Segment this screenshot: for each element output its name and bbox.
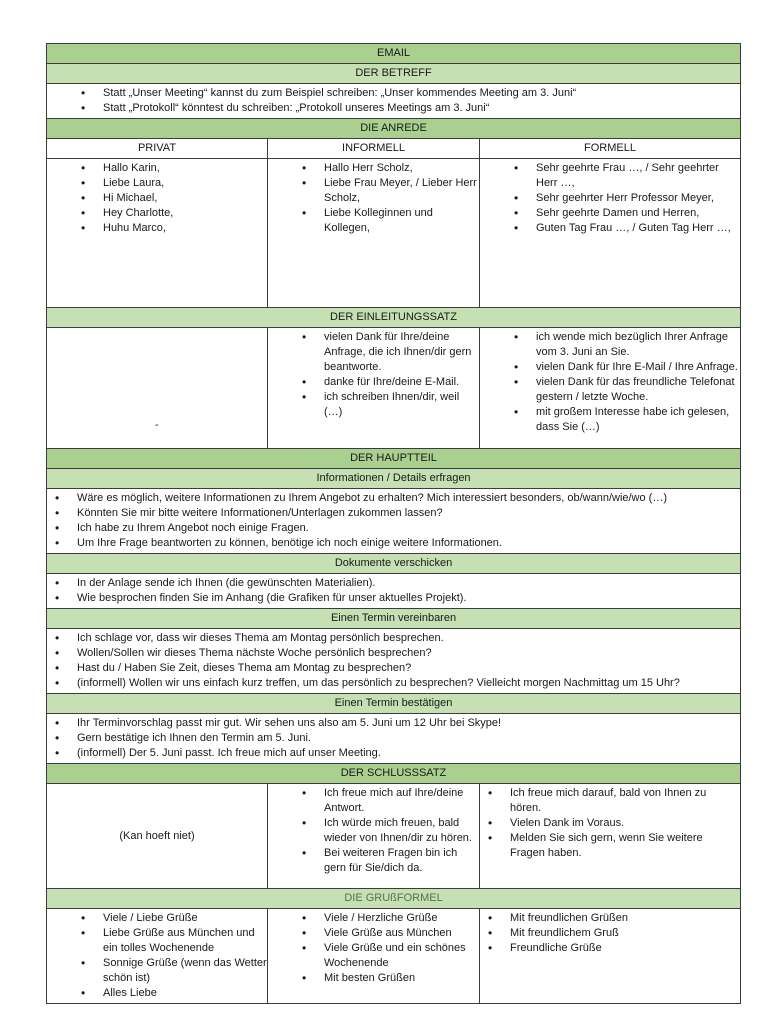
hauptteil-section-cell-2: [47, 629, 741, 694]
list-item: • Melden Sie sich gern, wenn Sie weitere Fragen haben.: [510, 831, 740, 861]
anrede-privat-list: [47, 161, 267, 236]
list-item: • Hi Michael,: [103, 191, 267, 206]
list-item: • mit großem Interesse habe ich gelesen, dass Sie (…): [536, 405, 740, 435]
list-item: • Könnten Sie mir bitte weitere Informationen/Unterlagen zukommen lassen?: [77, 506, 740, 521]
column-header-formell: FORMELL: [480, 139, 741, 159]
anrede-formell-cell: [480, 159, 741, 308]
list-item: • Freundliche Grüße: [510, 941, 740, 956]
list-item: • Huhu Marco,: [103, 221, 267, 236]
column-header-informell: INFORMELL: [268, 139, 480, 159]
list-item: • Liebe Kolleginnen und Kollegen,: [324, 206, 479, 236]
list-item: • Sonnige Grüße (wenn das Wetter schön ist): [103, 956, 267, 986]
grussformel-formell-cell: [480, 909, 741, 1004]
hauptteil-section-list-1: [47, 576, 740, 606]
list-item: • Viele / Liebe Grüße: [103, 911, 267, 926]
anrede-formell-list: [480, 161, 740, 236]
list-item: • Bei weiteren Fragen bin ich gern für Sie/dich da.: [324, 846, 479, 876]
list-item: • Ich freue mich darauf, bald von Ihnen zu hören.: [510, 786, 740, 816]
list-item: • Mit besten Grüßen: [324, 971, 479, 986]
schluss-formell-cell: [480, 784, 741, 889]
list-item: • Hast du / Haben Sie Zeit, dieses Thema am Montag zu besprechen?: [77, 661, 740, 676]
einleitung-formell-cell: [480, 328, 741, 449]
list-item: • Alles Liebe: [103, 986, 267, 1001]
list-item: • Wäre es möglich, weitere Informationen zu Ihrem Angebot zu erhalten? Mich interessiert besonders, ob/wann/wie/wo (…): [77, 491, 740, 506]
list-item: • Hallo Karin,: [103, 161, 267, 176]
schluss-informell-cell: [268, 784, 480, 889]
einleitung-privat-cell: [47, 328, 268, 449]
phrase-table: [46, 43, 741, 1004]
hauptteil-section-cell-3: [47, 714, 741, 764]
anrede-privat-cell: [47, 159, 268, 308]
grussformel-formell-list: [480, 911, 740, 956]
list-item: • Hallo Herr Scholz,: [324, 161, 479, 176]
list-item: • vielen Dank für das freundliche Telefonat gestern / letzte Woche.: [536, 375, 740, 405]
einleitung-formell-list: [480, 330, 740, 435]
anrede-informell-cell: [268, 159, 480, 308]
list-item: • Liebe Laura,: [103, 176, 267, 191]
list-item: • Statt „Unser Meeting“ kannst du zum Beispiel schreiben: „Unser kommendes Meeting am 3. Juni“: [103, 86, 740, 101]
list-item: • Statt „Protokoll“ könntest du schreiben: „Protokoll unseres Meetings am 3. Juni“: [103, 101, 740, 116]
betreff-cell: [47, 84, 741, 119]
list-item: • Mit freundlichem Gruß: [510, 926, 740, 941]
list-item: • vielen Dank für Ihre/deine Anfrage, die ich Ihnen/dir gern beantworte.: [324, 330, 479, 375]
list-item: • Liebe Frau Meyer, / Lieber Herr Scholz,: [324, 176, 479, 206]
grussformel-informell-cell: [268, 909, 480, 1004]
schluss-heading: DER SCHLUSSSATZ: [47, 764, 741, 784]
list-item: • Ich schlage vor, dass wir dieses Thema am Montag persönlich besprechen.: [77, 631, 740, 646]
list-item: • Wie besprochen finden Sie im Anhang (die Grafiken für unser aktuelles Projekt).: [77, 591, 740, 606]
list-item: • Vielen Dank im Voraus.: [510, 816, 740, 831]
hauptteil-section-heading-3: Einen Termin bestätigen: [47, 694, 741, 714]
schluss-formell-list: [480, 786, 740, 861]
hauptteil-section-heading-2: Einen Termin vereinbaren: [47, 609, 741, 629]
hauptteil-section-cell-0: [47, 489, 741, 554]
grussformel-informell-list: [268, 911, 479, 986]
sheet-title: EMAIL: [47, 44, 741, 64]
hauptteil-section-heading-0: Informationen / Details erfragen: [47, 469, 741, 489]
list-item: • Um Ihre Frage beantworten zu können, benötige ich noch einige weitere Informationen.: [77, 536, 740, 551]
list-item: • (informell) Wollen wir uns einfach kurz treffen, um das persönlich zu besprechen? Vielleicht morgen Nachmittag um 15 Uhr?: [77, 676, 740, 691]
hauptteil-section-list-0: [47, 491, 740, 551]
grussformel-heading: DIE GRUßFORMEL: [47, 889, 741, 909]
list-item: • Viele Grüße und ein schönes Wochenende: [324, 941, 479, 971]
list-item: • Wollen/Sollen wir dieses Thema nächste Woche persönlich besprechen?: [77, 646, 740, 661]
hauptteil-section-heading-1: Dokumente verschicken: [47, 554, 741, 574]
hauptteil-section-list-3: [47, 716, 740, 761]
hauptteil-heading: DER HAUPTTEIL: [47, 449, 741, 469]
list-item: • Sehr geehrter Herr Professor Meyer,: [536, 191, 740, 206]
einleitung-privat-dash: -: [155, 419, 159, 431]
list-item: • Ich würde mich freuen, bald wieder von Ihnen/dir zu hören.: [324, 816, 479, 846]
list-item: • Ich habe zu Ihrem Angebot noch einige Fragen.: [77, 521, 740, 536]
list-item: • ich wende mich bezüglich Ihrer Anfrage vom 3. Juni an Sie.: [536, 330, 740, 360]
list-item: • (informell) Der 5. Juni passt. Ich freue mich auf unser Meeting.: [77, 746, 740, 761]
column-header-privat: PRIVAT: [47, 139, 268, 159]
list-item: • Ich freue mich auf Ihre/deine Antwort.: [324, 786, 479, 816]
schluss-privat-cell: (Kan hoeft niet): [47, 784, 268, 889]
list-item: • Gern bestätige ich Ihnen den Termin am 5. Juni.: [77, 731, 740, 746]
hauptteil-section-list-2: [47, 631, 740, 691]
list-item: • Guten Tag Frau …, / Guten Tag Herr …,: [536, 221, 740, 236]
einleitung-heading: DER EINLEITUNGSSATZ: [47, 308, 741, 328]
list-item: • In der Anlage sende ich Ihnen (die gewünschten Materialien).: [77, 576, 740, 591]
list-item: • Liebe Grüße aus München und ein tolles Wochenende: [103, 926, 267, 956]
list-item: • Sehr geehrte Damen und Herren,: [536, 206, 740, 221]
list-item: • Mit freundlichen Grüßen: [510, 911, 740, 926]
list-item: • Sehr geehrte Frau …, / Sehr geehrter Herr …,: [536, 161, 740, 191]
list-item: • Hey Charlotte,: [103, 206, 267, 221]
einleitung-informell-cell: [268, 328, 480, 449]
list-item: • danke für Ihre/deine E-Mail.: [324, 375, 479, 390]
betreff-list: [47, 86, 740, 116]
list-item: • vielen Dank für Ihre E-Mail / Ihre Anfrage.: [536, 360, 740, 375]
grussformel-privat-list: [47, 911, 267, 1001]
hauptteil-section-cell-1: [47, 574, 741, 609]
list-item: • ich schreiben Ihnen/dir, weil (…): [324, 390, 479, 420]
list-item: • Viele / Herzliche Grüße: [324, 911, 479, 926]
anrede-heading: DIE ANREDE: [47, 119, 741, 139]
betreff-heading: DER BETREFF: [47, 64, 741, 84]
list-item: • Viele Grüße aus München: [324, 926, 479, 941]
einleitung-informell-list: [268, 330, 479, 420]
schluss-informell-list: [268, 786, 479, 876]
list-item: • Ihr Terminvorschlag passt mir gut. Wir sehen uns also am 5. Juni um 12 Uhr bei Skype!: [77, 716, 740, 731]
anrede-informell-list: [268, 161, 479, 236]
grussformel-privat-cell: [47, 909, 268, 1004]
email-phrase-sheet: [46, 43, 740, 1004]
